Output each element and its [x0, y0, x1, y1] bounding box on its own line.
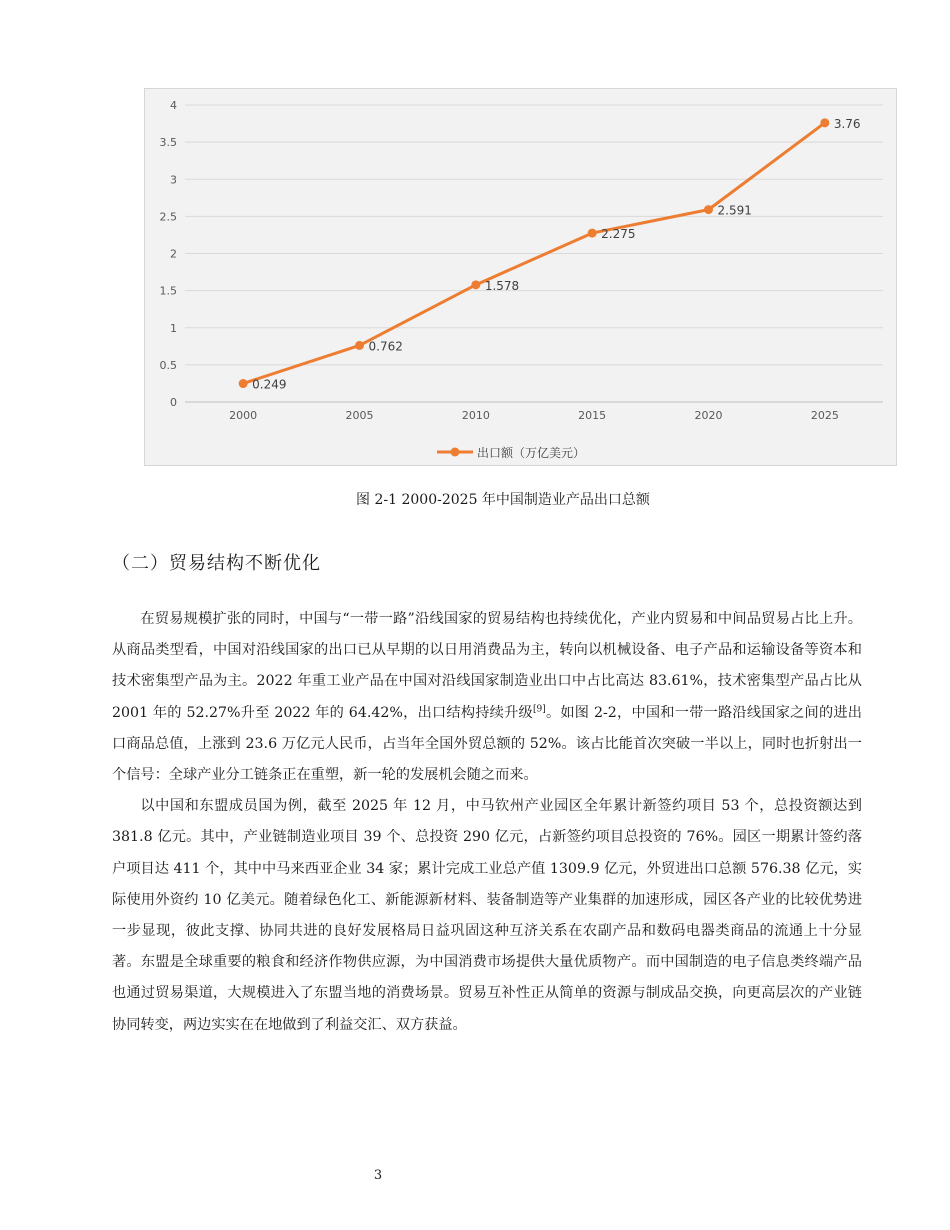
- paragraph-2: 以中国和东盟成员国为例，截至 2025 年 12 月，中马钦州产业园区全年累计新签约项目 53 个，总投资额达到 381.8 亿元。其中，产业链制造业项目 39 个、总投资 290 亿元，占新签约项目总投资的 76%。园区一期累计签约落户项目达 411 个，其中中马来西亚企业 34 家；累计完成工业总产值 1309.9 亿元，外贸进出口总额 576.38 亿元，实际使用外资约 10 亿美元。随着绿色化工、新能源新材料、装备制造等产业集群的加速形成，园区各产业的比较优势进一步显现，彼此支撑、协同共进的良好发展格局日益巩固这种互济关系在农副产品和数码电器类商品的流通上十分显著。东盟是全球重要的粮食和经济作物供应源，为中国消费市场提供大量优质物产。而中国制造的电子信息类终端产品也通过贸易渠道，大规模进入了东盟当地的消费场景。贸易互补性正从简单的资源与制成品交换，向更高层次的产业链协同转变，两边实实在在地做到了利益交汇、双方获益。: [112, 798, 862, 1033]
- data-point: [704, 205, 713, 214]
- data-label: 2.275: [601, 227, 636, 242]
- x-tick-label: 2020: [694, 409, 723, 422]
- x-tick-label: 2010: [461, 409, 490, 422]
- section-heading: （二）贸易结构不断优化: [112, 553, 321, 574]
- y-tick-label: 0.5: [159, 358, 177, 372]
- y-tick-label: 3.5: [159, 136, 177, 150]
- x-tick-label: 2025: [810, 409, 839, 422]
- figure-caption: 图 2-1 2000-2025 年中国制造业产品出口总额: [356, 492, 650, 508]
- paragraph-1-text-b: 。如图 2-2，中国和一带一路沿线国家之间的进出口商品总值，上涨到 23.6 万亿元人民币，占当年全国外贸总额的 52%。该占比能首次突破一半以上，同时也折射出一个信号：全球产业分工链条正在重塑，新一轮的发展机会随之而来。: [112, 704, 862, 784]
- citation-9[interactable]: [9]: [532, 703, 546, 714]
- y-tick-label: 4: [170, 99, 177, 112]
- x-tick-label: 2000: [229, 409, 258, 422]
- data-label: 1.578: [484, 278, 520, 293]
- body-text: [112, 604, 862, 1041]
- x-tick-label: 2015: [578, 409, 607, 422]
- chart-svg: [145, 89, 898, 467]
- y-tick-label: 1.5: [159, 284, 177, 298]
- data-label: 0.249: [252, 377, 287, 392]
- data-point: [355, 341, 364, 350]
- data-label: 3.76: [833, 116, 861, 131]
- page-number: 3: [373, 1168, 383, 1183]
- x-tick-label: 2005: [345, 409, 374, 422]
- export-line-chart: [144, 88, 897, 466]
- y-tick-label: 0: [170, 396, 177, 409]
- y-tick-label: 1: [170, 321, 177, 335]
- legend-marker: [451, 448, 460, 457]
- data-point: [471, 280, 480, 289]
- legend-label: 出口额（万亿美元）: [477, 446, 586, 460]
- data-label: 0.762: [368, 339, 403, 354]
- data-label: 2.591: [717, 203, 752, 218]
- y-tick-label: 3: [170, 173, 177, 187]
- paragraph-1: [112, 604, 862, 791]
- data-point: [820, 118, 829, 127]
- paragraph-1-text-a: 在贸易规模扩张的同时，中国与“一带一路”沿线国家的贸易结构也持续优化，产业内贸易和中间品贸易占比上升。从商品类型看，中国对沿线国家的出口已从早期的以日用消费品为主，转向以机械设备、电子产品和运输设备等资本和技术密集型产品为主。2022 年重工业产品在中国对沿线国家制造业出口中占比高达 83.61%，技术密集型产品占比从 2001 年的 52.27%升至 2022 年的 64.42%，出口结构持续升级: [112, 611, 862, 721]
- y-tick-label: 2.5: [159, 210, 177, 224]
- data-point: [588, 229, 597, 238]
- y-tick-label: 2: [170, 247, 177, 261]
- data-point: [239, 379, 248, 388]
